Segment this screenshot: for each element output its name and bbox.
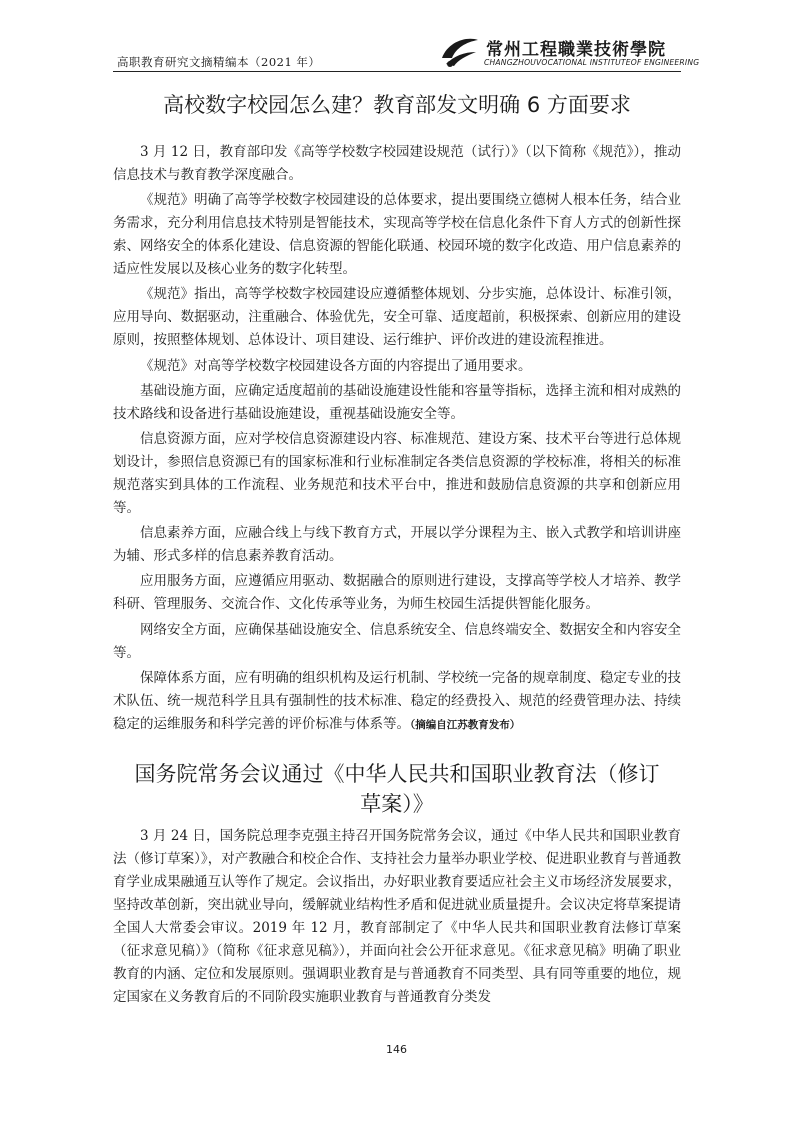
paragraph: 《规范》对高等学校数字校园建设各方面的内容提出了通用要求。 [140, 357, 532, 374]
institution-logo [440, 34, 700, 72]
paragraph: 《规范》指出，高等学校数字校园建设应遵循整体规划、分步实施，总体设计、标准引领，应用导向、数据驱动，注重融合、体验优先，安全可靠、适度超前，积极探索、创新应用的建设原则，按照整体规划、总体设计、项目建设、运行维护、评价改进的建设流程推进。 [113, 286, 681, 349]
wing-logo-icon [440, 34, 480, 70]
paragraph: 网络安全方面，应确保基础设施安全、信息系统安全、信息终端安全、数据安全和内容安全等。 [113, 621, 681, 661]
header-divider [113, 71, 681, 72]
article2-title [113, 759, 681, 819]
paragraph: 3 月 24 日，国务院总理李克强主持召开国务院常务会议，通过《中华人民共和国职业教育法（修订草案）》，对产教融合和校企合作、支持社会力量举办职业学校、促进职业教育与普通教育学业成果融通互认等作了规定。会议指出，办好职业教育要适应社会主义市场经济发展要求，坚持改革创新，突出就业导向，缓解就业结构性矛盾和促进就业质量提升。会议决定将草案提请全国人大常委会审议。2019 年 12 月，教育部制定了《中华人民共和国职业教育法修订草案（征求意见稿）》（简称《征求意见稿》），并面向社会公开征求意见。《征求意见稿》明确了职业教育的内涵、定位和发展原则。强调职业教育是与普通教育不同类型、具有同等重要的地位，规定国家在义务教育后的不同阶段实施职业教育与普通教育分类发 [113, 828, 681, 1005]
paragraph-text: 保障体系方面，应有明确的组织机构及运行机制、学校统一完备的规章制度、稳定专业的技术队伍、统一规范科学且具有强制性的技术标准、稳定的经费投入、规范的经费管理办法、持续稳定的运维服务和科学完善的评价标准与体系等。 [113, 669, 681, 732]
paragraph: 信息素养方面，应融合线上与线下教育方式，开展以学分课程为主、嵌入式教学和培训讲座为辅、形式多样的信息素养教育活动。 [113, 525, 681, 565]
paragraph [113, 667, 681, 737]
running-header: 高职教育研究文摘精编本（2021 年） [117, 55, 321, 69]
article1-title: 高校数字校园怎么建？教育部发文明确 6 方面要求 [163, 93, 631, 117]
paragraph: 3 月 12 日，教育部印发《高等学校数字校园建设规范（试行）》（以下简称《规范》），推动信息技术与教育教学深度融合。 [113, 144, 681, 183]
logo-english-name: CHANGZHOUVOCATIONAL INSTITUTEOF ENGINEERING [484, 58, 700, 67]
article2-body [113, 825, 681, 1011]
logo-chinese-name: 常州工程職業技術學院 [486, 40, 666, 60]
page-number: 146 [386, 1043, 407, 1056]
paragraph: 信息资源方面，应对学校信息资源建设内容、标准规范、建设方案、技术平台等进行总体规划设计，参照信息资源已有的国家标准和行业标准制定各类信息资源的学校标准，将相关的标准规范落实到具体的工作流程、业务规范和技术平台中，推进和鼓励信息资源的共享和创新应用等。 [113, 430, 681, 516]
article2-title-line2: 草案）》 [360, 792, 434, 816]
paragraph: 《规范》明确了高等学校数字校园建设的总体要求，提出要围绕立德树人根本任务，结合业务需求，充分利用信息技术特别是智能技术，实现高等学校在信息化条件下育人方式的创新性探索、网络安全的体系化建设、信息资源的智能化联通、校园环境的数字化改造、用户信息素养的适应性发展以及核心业务的数字化转型。 [113, 192, 681, 278]
paragraph: 基础设施方面，应确定适度超前的基础设施建设性能和容量等指标，选择主流和相对成熟的技术路线和设备进行基础设施建设，重视基础设施安全等。 [113, 382, 681, 422]
paragraph: 应用服务方面，应遵循应用驱动、数据融合的原则进行建设，支撑高等学校人才培养、教学科研、管理服务、交流合作、文化传承等业务，为师生校园生活提供智能化服务。 [113, 573, 681, 613]
source-note: （摘编自江苏教育发布） [410, 718, 521, 731]
article1-body [113, 141, 681, 739]
article2-title-line1: 国务院常务会议通过《中华人民共和国职业教育法（修订 [134, 762, 660, 786]
